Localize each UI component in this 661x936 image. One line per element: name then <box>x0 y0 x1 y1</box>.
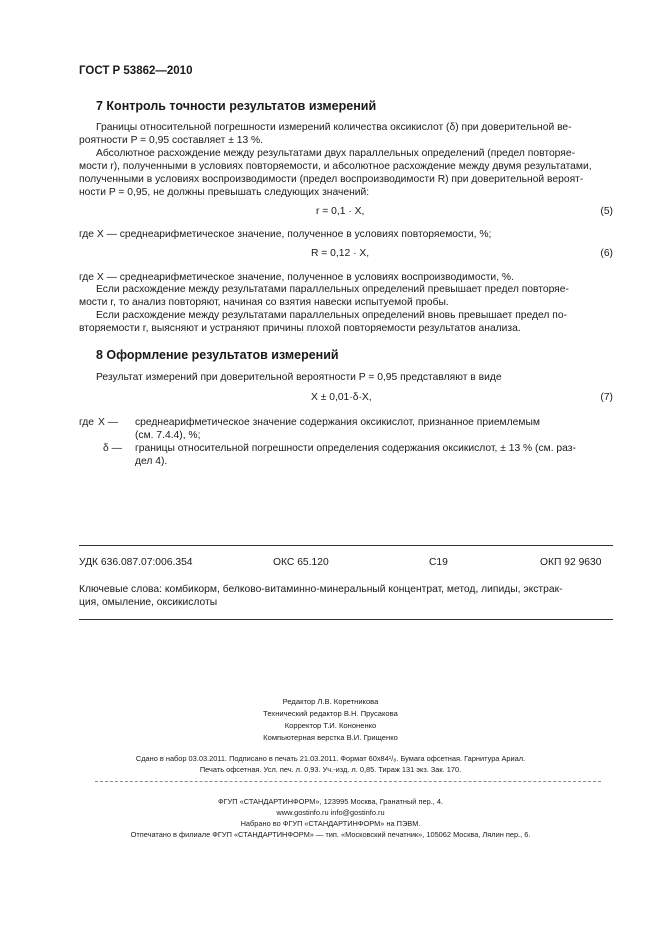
s7-p2-line3: полученными в условиях воспроизводимости (предел воспроизводимости R) при доверительной вероят- <box>79 174 584 185</box>
s8-p1: Результат измерений при доверительной вероятности P = 0,95 представляют в виде <box>96 372 502 383</box>
section-7-title: 7 Контроль точности результатов измерений <box>96 99 377 113</box>
imprint-layout: Компьютерная верстка В.И. Грищенко <box>263 733 398 742</box>
s7-p1-line2: роятности P = 0,95 составляет ± 13 %. <box>79 135 264 146</box>
udk-code: УДК 636.087.07:006.354 <box>79 557 193 568</box>
imprint-editor: Редактор Л.В. Коретникова <box>282 697 379 706</box>
publisher-line1: ФГУП «СТАНДАРТИНФОРМ», 123995 Москва, Гранатный пер., 4. <box>217 797 444 806</box>
s7-p4-line2: вторяемости r, выясняют и устраняют причины плохой повторяемости результатов анализа. <box>79 323 521 334</box>
formula-5: r = 0,1 · X, <box>316 206 365 217</box>
s7-where-5: где X — среднеарифметическое значение, полученное в условиях повторяемости, %; <box>79 229 492 240</box>
s8-where-label: где <box>79 417 95 428</box>
formula-7: X ± 0,01·δ·X, <box>311 392 372 403</box>
formula-6: R = 0,12 · X, <box>311 248 370 259</box>
equation-number-5: (5) <box>600 206 613 217</box>
section-8-title: 8 Оформление результатов измерений <box>96 348 339 362</box>
okp-code: ОКП 92 9630 <box>540 557 602 568</box>
print-info-line1: Сдано в набор 03.03.2011. Подписано в печать 21.03.2011. Формат 60x84¹/₈. Бумага офсетная. Гарнитура Ариал. <box>135 754 526 763</box>
keywords-line2: ция, омыление, оксикислоты <box>79 597 218 608</box>
s7-p3-line1: Если расхождение между результатами параллельных определений превышает предел повторяе- <box>96 284 569 295</box>
s8-where-delta-line2: дел 4). <box>135 456 168 467</box>
s7-where-6: где X — среднеарифметическое значение, полученное в условиях воспроизводимости, %. <box>79 272 514 283</box>
c-code: С19 <box>429 557 448 568</box>
publisher-printer: Отпечатано в филиале ФГУП «СТАНДАРТИНФОРМ» — тип. «Московский печатник», 105062 Москва, Лялин пер., 6. <box>130 830 531 839</box>
s7-p2-line1: Абсолютное расхождение между результатами двух параллельных определений (предел повторяе- <box>96 148 576 159</box>
s7-p1-line1: Границы относительной погрешности измерений количества оксикислот (δ) при доверительной ве- <box>96 122 572 133</box>
s8-where-delta-symbol: δ — <box>103 443 122 454</box>
document-standard-number: ГОСТ Р 53862—2010 <box>79 65 193 77</box>
s7-p3-line2: мости r, то анализ повторяют, начиная со взятия навески испытуемой пробы. <box>79 297 449 308</box>
s7-p2-line2: мости r), полученными в условиях повторяемости, и абсолютное расхождение между двумя результатами, <box>79 161 592 172</box>
imprint-tech-editor: Технический редактор В.Н. Прусакова <box>263 709 398 718</box>
publisher-typeset: Набрано во ФГУП «СТАНДАРТИНФОРМ» на ПЭВМ. <box>240 819 421 828</box>
classification-top-rule <box>79 545 613 546</box>
s8-where-delta-line1: границы относительной погрешности определения содержания оксикислот, ± 13 % (см. раз- <box>135 443 576 454</box>
s7-p4-line1: Если расхождение между результатами параллельных определений вновь превышает предел по- <box>96 310 568 321</box>
classification-bottom-rule <box>79 619 613 620</box>
s7-p2-line4: ности P = 0,95, не должны превышать следующих значений: <box>79 187 370 198</box>
s8-where-x-symbol: X — <box>98 417 119 428</box>
keywords-line1: Ключевые слова: комбикорм, белково-витаминно-минеральный концентрат, метод, липиды, экстрак- <box>79 584 563 595</box>
print-info-line2: Печать офсетная. Усл. печ. л. 0,93. Уч.-изд. л. 0,85. Тираж 131 экз. Зак. 170. <box>199 765 462 774</box>
imprint-corrector: Корректор Т.И. Кононенко <box>284 721 377 730</box>
oks-code: ОКС 65.120 <box>273 557 329 568</box>
equation-number-6: (6) <box>600 248 613 259</box>
s8-where-x-line1: среднеарифметическое значение содержания оксикислот, признанное приемлемым <box>135 417 540 428</box>
publisher-web: www.gostinfo.ru info@gostinfo.ru <box>276 808 385 817</box>
equation-number-7: (7) <box>600 392 613 403</box>
s8-where-x-line2: (см. 7.4.4), %; <box>135 430 201 441</box>
imprint-divider <box>95 781 601 782</box>
